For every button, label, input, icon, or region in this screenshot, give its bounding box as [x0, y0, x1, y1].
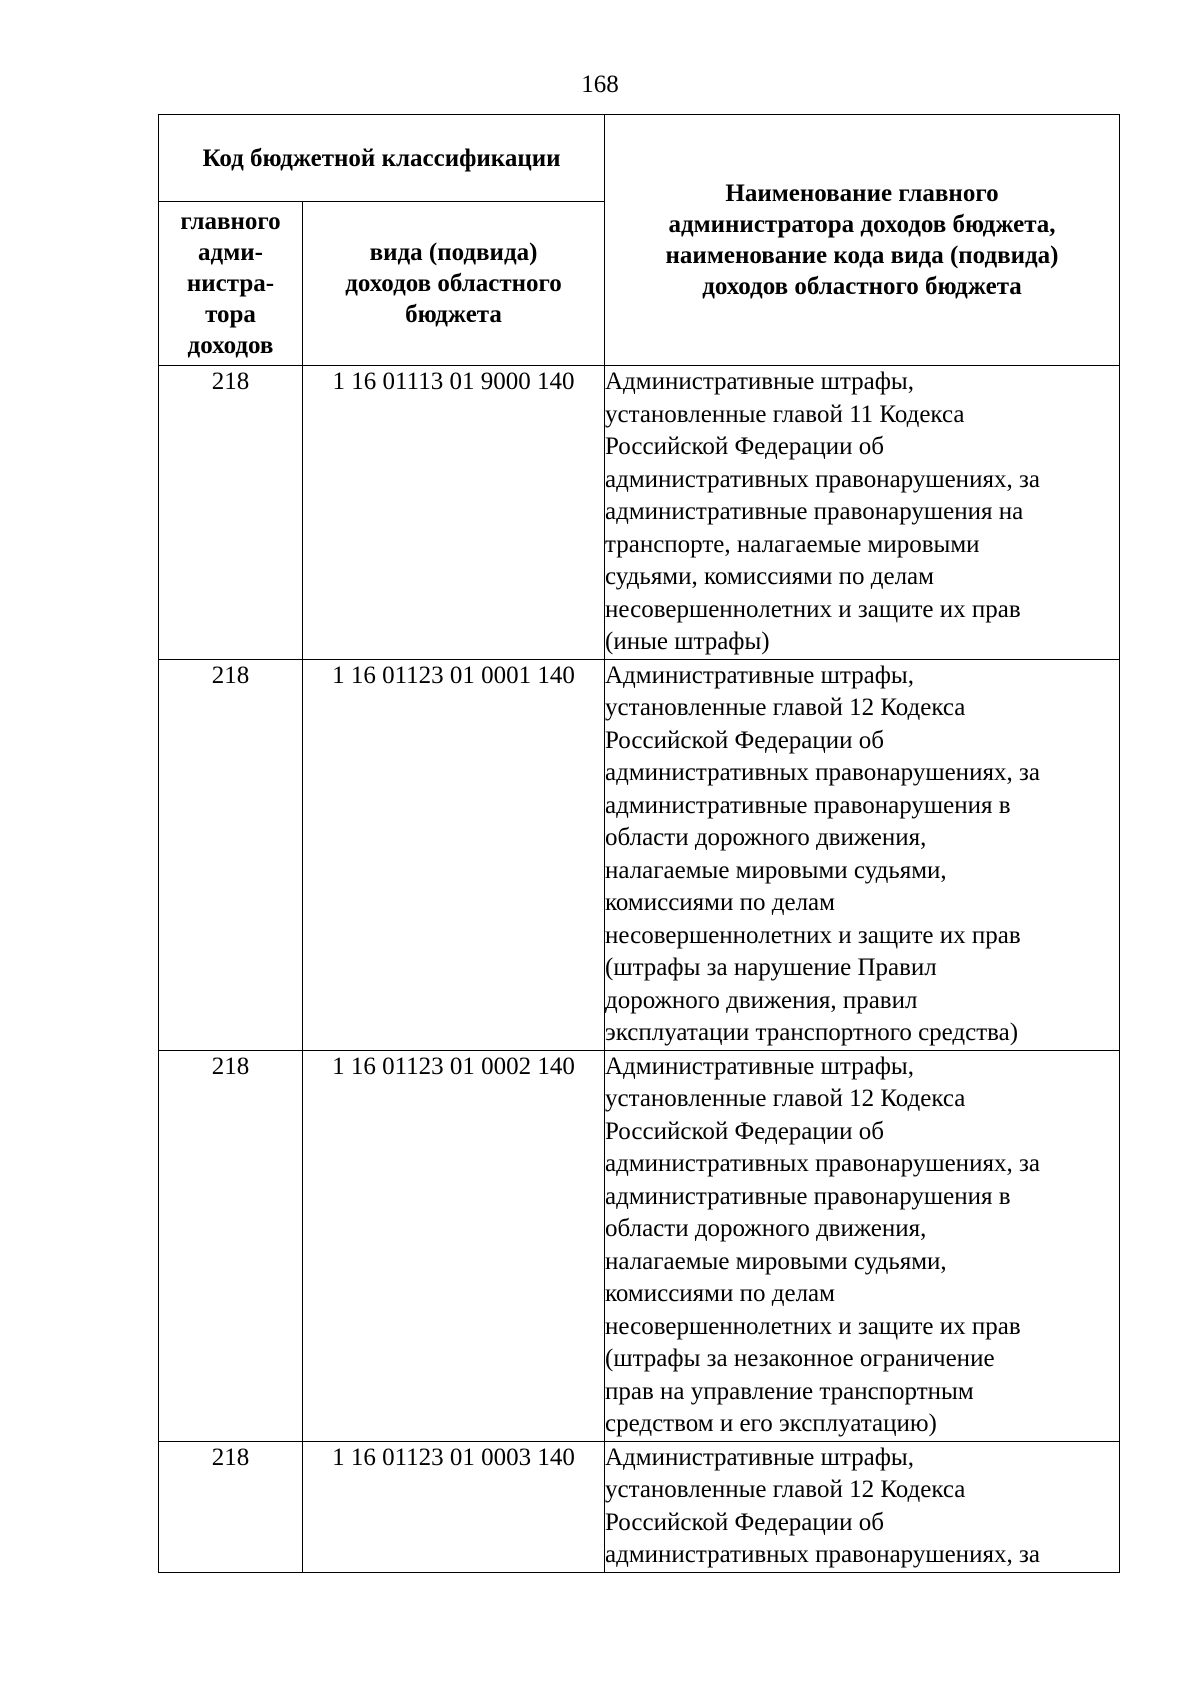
- description-cell: [605, 1050, 1120, 1441]
- description-line: административных правонарушениях, за: [605, 465, 1040, 493]
- description-line: (иные штрафы): [605, 628, 770, 655]
- description-line: эксплуатации транспортного средства): [605, 1019, 1019, 1046]
- header-name-line: администратора доходов бюджета,: [668, 211, 1056, 238]
- description-line: области дорожного движения,: [605, 824, 927, 851]
- description-cell: [605, 659, 1120, 1050]
- admin-code-cell: 218: [159, 1050, 303, 1441]
- description-line: средством и его эксплуатацию): [605, 1410, 937, 1437]
- description-line: (штрафы за незаконное ограничение: [605, 1345, 995, 1372]
- header-admin-line: адми-: [198, 239, 263, 266]
- description-line: комиссиями по делам: [605, 889, 835, 916]
- description-line: судьями, комиссиями по делам: [605, 563, 934, 590]
- description-line: комиссиями по делам: [605, 1280, 835, 1307]
- description-line: административных правонарушениях, за: [605, 1150, 1040, 1177]
- description-line: установленные главой 12 Кодекса: [605, 1085, 966, 1112]
- description-line: несовершеннолетних и защите их прав: [605, 921, 1021, 949]
- description-line: несовершеннолетних и защите их прав: [605, 595, 1021, 623]
- admin-code-cell: 218: [159, 1441, 303, 1572]
- description-line: административные правонарушения в: [605, 1182, 1011, 1210]
- description-line: Российской Федерации об: [605, 1508, 884, 1536]
- header-admin-line: тора: [205, 301, 256, 328]
- income-code-cell: 1 16 01123 01 0002 140: [303, 1050, 605, 1441]
- description-line: административные правонарушения в: [605, 791, 1011, 819]
- description-line: административных правонарушениях, за: [605, 1541, 1040, 1568]
- budget-classification-table: [158, 114, 1120, 1573]
- table-header: [159, 115, 1120, 366]
- description-line: установленные главой 12 Кодекса: [605, 694, 966, 721]
- header-code-line: доходов областного: [345, 270, 562, 297]
- header-code-line: вида (подвида): [369, 239, 538, 266]
- description-line: Административные штрафы,: [605, 661, 914, 689]
- header-name-line: наименование кода вида (подвида): [665, 242, 1059, 269]
- header-name-line: Наименование главного: [725, 180, 999, 207]
- header-admin-line: главного: [180, 208, 281, 235]
- description-cell: [605, 1441, 1120, 1572]
- admin-code-cell: 218: [159, 659, 303, 1050]
- description-line: налагаемые мировыми судьями,: [605, 856, 947, 884]
- description-line: (штрафы за нарушение Правил: [605, 954, 937, 981]
- header-admin-line: нистра-: [186, 270, 275, 297]
- description-line: Российской Федерации об: [605, 433, 884, 460]
- description-line: Российской Федерации об: [605, 726, 884, 754]
- description-line: Административные штрафы,: [605, 1443, 914, 1471]
- header-code-column: [303, 202, 605, 366]
- header-admin-line: доходов: [187, 332, 274, 359]
- header-budget-code-group: Код бюджетной классификации: [159, 115, 605, 202]
- description-line: дорожного движения, правил: [605, 986, 918, 1014]
- income-code-cell: 1 16 01113 01 9000 140: [303, 366, 605, 660]
- description-line: прав на управление транспортным: [605, 1377, 974, 1405]
- admin-code-cell: 218: [159, 366, 303, 660]
- description-line: административные правонарушения на: [605, 498, 1024, 525]
- description-line: Административные штрафы,: [605, 1052, 914, 1080]
- table-row: [159, 659, 1120, 1050]
- income-code-cell: 1 16 01123 01 0003 140: [303, 1441, 605, 1572]
- description-line: транспорте, налагаемые мировыми: [605, 530, 980, 558]
- description-line: установленные главой 12 Кодекса: [605, 1476, 966, 1503]
- table-row: [159, 1050, 1120, 1441]
- table-body: [159, 366, 1120, 1573]
- description-line: области дорожного движения,: [605, 1215, 927, 1242]
- header-name-line: доходов областного бюджета: [702, 273, 1022, 300]
- description-line: Административные штрафы,: [605, 368, 914, 395]
- page-number: 168: [581, 71, 619, 98]
- income-code-cell: 1 16 01123 01 0001 140: [303, 659, 605, 1050]
- table-row: [159, 1441, 1120, 1572]
- description-line: Российской Федерации об: [605, 1117, 884, 1145]
- description-cell: [605, 366, 1120, 660]
- description-line: установленные главой 11 Кодекса: [605, 400, 965, 428]
- header-code-line: бюджета: [405, 301, 502, 328]
- description-line: налагаемые мировыми судьями,: [605, 1247, 947, 1275]
- table-row: [159, 366, 1120, 660]
- header-name-column: [605, 115, 1120, 366]
- header-admin-column: [159, 202, 303, 366]
- description-line: несовершеннолетних и защите их прав: [605, 1312, 1021, 1340]
- description-line: административных правонарушениях, за: [605, 759, 1040, 786]
